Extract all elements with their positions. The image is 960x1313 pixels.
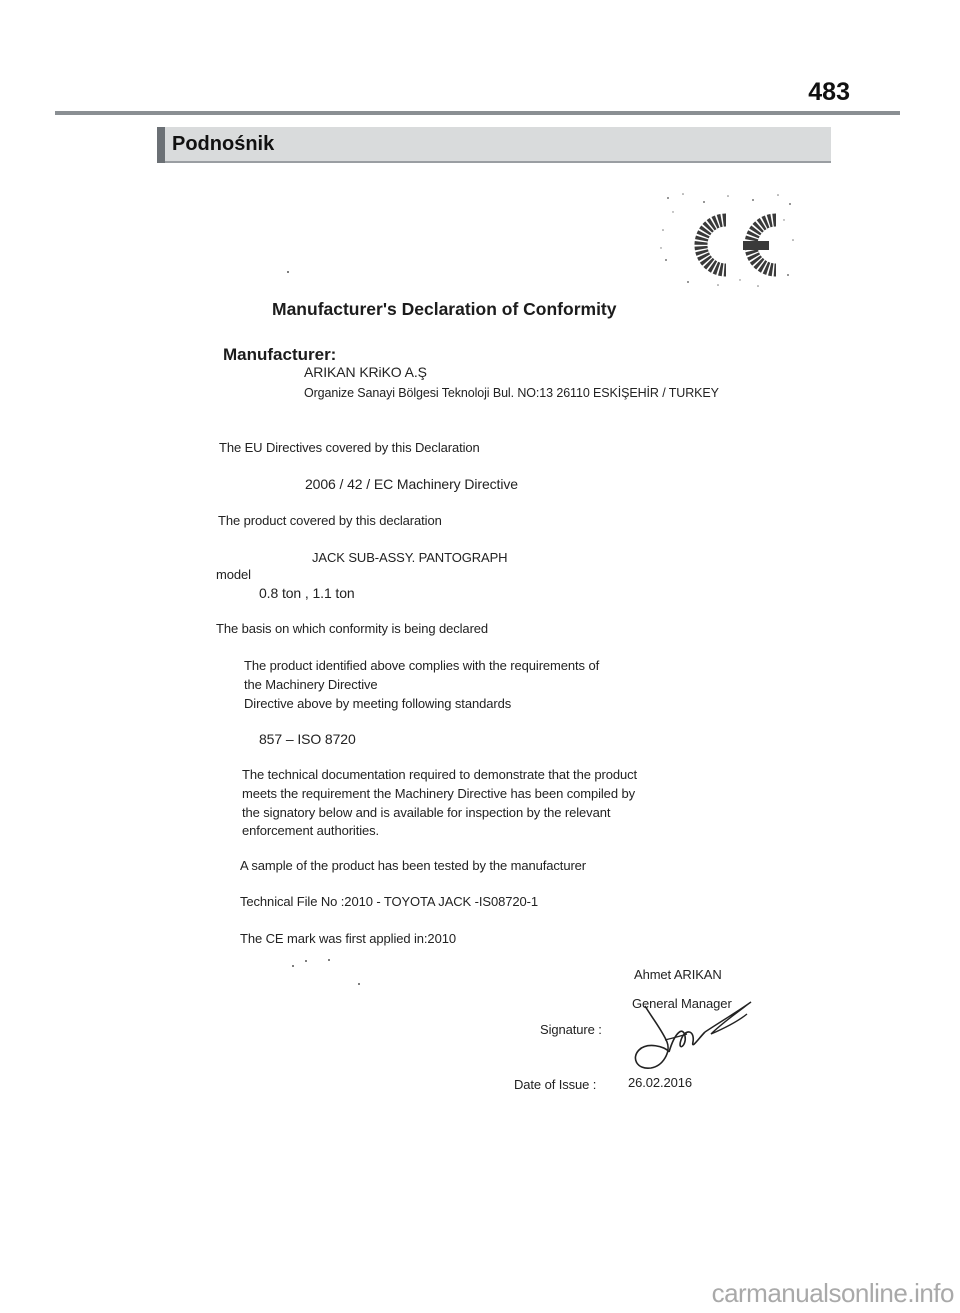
eu-directives-heading: The EU Directives covered by this Declaration <box>219 440 480 455</box>
compliance-line-2: the Machinery Directive <box>244 677 378 692</box>
scan-speck <box>358 983 360 985</box>
date-value: 26.02.2016 <box>628 1075 693 1090</box>
technical-doc-line-2: meets the requirement the Machinery Directive has been compiled by <box>242 786 635 801</box>
model-label: model <box>216 567 251 582</box>
signatory-name: Ahmet ARIKAN <box>634 967 722 982</box>
technical-file: Technical File No :2010 - TOYOTA JACK -IS08720-1 <box>240 894 538 909</box>
page-number: 483 <box>808 78 850 106</box>
product-name: JACK SUB-ASSY. PANTOGRAPH <box>312 550 508 565</box>
manufacturer-heading: Manufacturer: <box>223 345 337 364</box>
scan-speck <box>328 959 330 961</box>
directive-line: 2006 / 42 / EC Machinery Directive <box>305 476 518 492</box>
scan-speck <box>292 965 294 967</box>
manufacturer-address: Organize Sanayi Bölgesi Teknoloji Bul. NO:13 26110 ESKİŞEHİR / TURKEY <box>304 386 719 400</box>
compliance-line-1: The product identified above complies with the requirements of <box>244 658 600 673</box>
product-heading: The product covered by this declaration <box>218 513 442 528</box>
manufacturer-name: ARIKAN KRiKO A.Ş <box>304 364 427 380</box>
date-label: Date of Issue : <box>514 1077 597 1092</box>
ce-mark <box>658 190 798 290</box>
technical-doc-line-4: enforcement authorities. <box>242 823 380 838</box>
ce-first-applied: The CE mark was first applied in:2010 <box>240 931 456 946</box>
scan-speck <box>287 271 289 273</box>
scan-speck <box>305 960 307 962</box>
header-rule <box>55 111 900 115</box>
signatory-title: General Manager <box>632 996 732 1011</box>
watermark-text: carmanualsonline.info <box>711 1278 954 1308</box>
standard-reference: 857 – ISO 8720 <box>259 731 356 747</box>
compliance-line-3: Directive above by meeting following standards <box>244 696 512 711</box>
section-accent <box>157 127 165 163</box>
declaration-title: Manufacturer's Declaration of Conformity <box>272 299 617 319</box>
technical-doc-line-3: the signatory below and is available for inspection by the relevant <box>242 805 611 820</box>
signature-label: Signature : <box>540 1022 602 1037</box>
basis-heading: The basis on which conformity is being declared <box>216 621 489 636</box>
section-title: Podnośnik <box>172 133 275 155</box>
ce-mark-icon <box>658 190 798 290</box>
model-values: 0.8 ton , 1.1 ton <box>259 585 355 601</box>
technical-doc-line-1: The technical documentation required to demonstrate that the product <box>242 767 638 782</box>
signature-icon <box>625 992 765 1082</box>
sample-statement: A sample of the product has been tested by the manufacturer <box>240 858 587 873</box>
handwritten-signature <box>625 992 765 1082</box>
section-header <box>157 127 831 163</box>
